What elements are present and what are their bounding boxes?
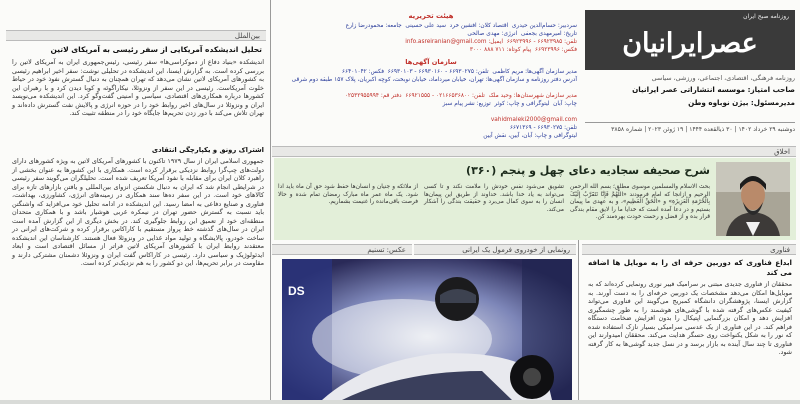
masthead-divider: [585, 122, 795, 123]
masthead-director: مدیرمسئول: بیژن نوباوه وطن: [688, 98, 795, 107]
tech-body: محققان از فناوری جدیدی مبتنی بر سرامیک فیبر نوری رونمایی کرده‌اند که به موبایل‌ها امکان می‌دهد مشخصات یک دوربین حرفه‌ای را به دست آورند. به گزارش ایسنا، پژوهشگران دانشگاه کمبریج می‌گویند این فناوری می‌تواند کیفیت عکس‌های گرفته شده با گوشی‌های هوشمند را به طور چشمگیری افزایش دهد و امکان بزرگنمایی اپتیکال را بدون افزایش ضخامت دستگاه فراهم کند. در این فناوری از یک عدسی سرامیکی بسیار نازک استفاده شده که نور را به شکل یکنواخت روی حسگر هدایت می‌کند. محققان امیدوارند این فناوری تا چند سال آینده به بازار برسد و در نسل جدید گوشی‌ها به کار گرفته شود.: [585, 280, 793, 356]
editorial-box: [285, 12, 577, 147]
masthead-tagline: روزنامه فرهنگی، اقتصادی، اجتماعی، ورزشی، سیاسی: [651, 74, 795, 82]
cleric-portrait: [716, 162, 790, 236]
feature-box: [274, 158, 796, 240]
feature-body-left: از ملائکه و جنیان و انسان‌ها حفظ شود حق آن ماه باید ادا شود. یک ماه عمر ماه مبارک رمضان تمام شده و حالا فرصت باقی‌مانده را غنیمت بشماریم.: [276, 184, 418, 206]
left-body-1: اندیشکده «بنیاد دفاع از دموکراسی‌ها» سفر رئیسی، رئیس‌جمهوری ایران به آمریکای لاتین را بررسی کرده است. به گزارش ایسنا، این اندیشکده در تحلیلی نوشت: سفر اخیر ابراهیم رئیسی به کشورهای آمریکای لاتین نشان می‌دهد که تهران همچنان به دنبال گسترش نفوذ خود در حیاط خلوت آمریکاست. رئیسی در این سفر از ونزوئلا، نیکاراگوئه و کوبا دیدن کرد و با رهبران این کشورها درباره همکاری‌های اقتصادی، سیاسی و امنیتی گفت‌وگو کرد. این اندیشکده می‌نویسد ایران و ونزوئلا در سال‌های اخیر روابط خود را در حوزه انرژی و پالایش نفت گسترش داده‌اند و تهران تلاش می‌کند با دور زدن تحریم‌ها جایگاه خود را در منطقه تثبیت کند.: [9, 58, 265, 117]
left-headline[interactable]: تحلیل اندیشکده آمریکایی از سفر رئیسی به آمریکای لاتین: [50, 45, 262, 54]
ads-line: آدرس دفتر روزنامه و سازمان آگهی‌ها: تهران، خیابان میرداماد، خیابان نوبخت، کوچه اکبریان، پلاک ۱۵۷ طبقه دوم شرقی: [291, 77, 577, 83]
column-divider: [270, 0, 271, 400]
masthead-license: صاحب امتیاز: موسسه انتشاراتی عصر ایرانیان: [632, 85, 795, 94]
editorial-line: فکس: ۶۶۹۲۳۹۹۶ پیام کوتاه: ۷۱۱ ۸۸۸ ۳۰۰۰: [469, 47, 577, 53]
feature-headline[interactable]: شرح صحیفه سجادیه دعای چهل و پنجم (۳۶۰): [466, 164, 710, 177]
ads-heading: سازمان آگهی‌ها: [405, 58, 457, 66]
ads-email[interactable]: vahidmaleki2000@gmail.com: [490, 117, 577, 123]
svg-text:DS: DS: [288, 284, 305, 298]
ads-line: مدیر سازمان آگهی‌ها: مریم کاظمی تلفن: ۶۶۹۳۰۲۷۵ - ۶۶۹۳۰۱۶۰ - ۶۶۹۳۰۱۰۳ فکس: ۶۶۴۰۱۰۴۲: [341, 69, 577, 75]
editorial-line: سردبیر: حسام‌الدین حیدری اقتصاد کلان: افشین خرد سید علی حسینی جامعه: محمودرضا زارع: [345, 23, 577, 29]
masthead: [585, 10, 795, 158]
feature-body-mid: تشویق می‌شود نفس خودش را ملامت نکند و تا کسی می‌تواند به یاد خدا باشد. خداوند از طریق این پیمان‌ها انسان را به سوی کمال می‌برد و حقیقت بندگی را آشکار می‌کند.: [422, 184, 564, 213]
section-label-international: بین‌الملل: [6, 30, 266, 41]
feature-body-right: بحث الاسلام والمسلمین موسوی مطلق؛ بسم الله الرحمن الرحیم و ازانجا که امام فرمودند «اللَّهُمَّ فَإِنَّا نَتَقَرَّبُ إِلَیْکَ بِالْحُرْمَةِ الْعَزِیزَةِ» و «الْحَقِّ الْعَظِیمِ»، و به عهدی ما پیمان بستیم و در دعا آمده است که خدایا ما را لایق مقام بندگی قرار بده و از فضل و رحمت خودت بهره‌مند کن.: [568, 184, 710, 221]
editorial-line: تاریخ: امیرمهدی بجعفی انرژی: مهدی صالحی: [467, 31, 577, 37]
race-car-photo-icon: [282, 259, 572, 400]
masthead-subtitle: روزنامه صبح ایران: [743, 13, 789, 20]
cleric-portrait-icon: [716, 162, 790, 236]
editorial-line: تلفن: ۶۶۹۲۳۹۸۵ - ۶۶۹۲۳۹۹۶ ایمیل: info.asreiranian@gmail.com: [405, 39, 577, 45]
photo-caption: رونمایی از خودروی فرمول یک ایرانی: [414, 244, 576, 255]
tech-headline[interactable]: ابداع فناوری که دوربین حرفه ای را به موبایل ها اضافه می کند: [585, 258, 792, 277]
section-label-ethics: اخلاق: [272, 146, 796, 157]
masthead-logo-text: عصرایرانیان: [622, 28, 758, 59]
race-car-photo: [282, 259, 572, 400]
ads-line: چاپ: آبان لیتوگرافی و چاپ: کوثر توزیع: نشر پیام سبز: [442, 101, 577, 107]
ads-phone: تلفن: ۶۶۹۳۰۲۷۵ - ۶۶۷۱۳۶۹: [509, 125, 577, 131]
left-body-2: جمهوری اسلامی ایران از سال ۱۹۷۹ تاکنون با کشورهای آمریکای لاتین به ویژه کشورهای دارای دولت‌های چپ‌گرا روابط نزدیکی برقرار کرده است. همکاری با این کشورها به عنوان بخشی از راهبرد کلان ایران برای مقابله با نفوذ آمریکا تعریف شده است. تحلیلگران می‌گویند سفر رئیسی در شرایطی انجام شد که ایران به دنبال شکستن انزوای بین‌المللی و یافتن بازارهای تازه برای کالاهای خود است. در این سفر ده‌ها سند همکاری در زمینه‌های انرژی، کشاورزی، بهداشت، فناوری و صنایع دفاعی به امضا رسید. این اندیشکده در ادامه تحلیل خود می‌افزاید که واشنگتن باید نسبت به گسترش حضور تهران در نیمکره غربی هوشیار باشد و با همکاری متحدان منطقه‌ای خود از تعمیق این روابط جلوگیری کند. در بخش دیگری از این گزارش آمده است ایران در سال‌های گذشته خط پرواز مستقیم با کاراکاس برقرار کرده و شرکت‌های ایرانی در ساخت خودرو، پالایشگاه و تولید مواد غذایی در ونزوئلا فعال هستند. کارشناسان این اندیشکده معتقدند روابط ایران با کشورهای آمریکای لاتین فراتر از مسائل اقتصادی است و ابعاد ایدئولوژیک و سیاسی دارد. رئیسی در کاراکاس گفت ایران و ونزوئلا دشمنان مشترکی دارند و مقاومت در برابر تحریم‌ها، این دو کشور را به هم نزدیک‌تر کرده است.: [9, 157, 265, 267]
section-label-technology: فناوری: [582, 244, 796, 255]
section-label-photo: عکس: تسنیم: [272, 244, 412, 255]
left-subhead: اشتراک رونق و یکپارچگی انتقادی: [151, 146, 264, 154]
ads-footer: لیتوگرافی و چاپ: آبان، آیین، نقش آیین: [483, 133, 577, 139]
masthead-issue-line: دوشنبه ۲۹ خرداد ۱۴۰۲ | ۳۰ ذیالقعده ۱۴۴۴ | ۱۹ ژوئن ۲۰۲۳ | شماره ۳۸۵۸: [611, 126, 795, 133]
ads-line: مدیر سازمان شهرستان‌ها: وحید ملک تلفن: ۰۲۱۶۶۵۳۶۸۰۰ - ۶۶۹۲۱۵۵۵ دفتر قم: ۰۲۵۳۲۹۵۵۹۹۴: [344, 93, 577, 99]
editorial-board-heading: هیئت تحریریه: [408, 12, 454, 20]
